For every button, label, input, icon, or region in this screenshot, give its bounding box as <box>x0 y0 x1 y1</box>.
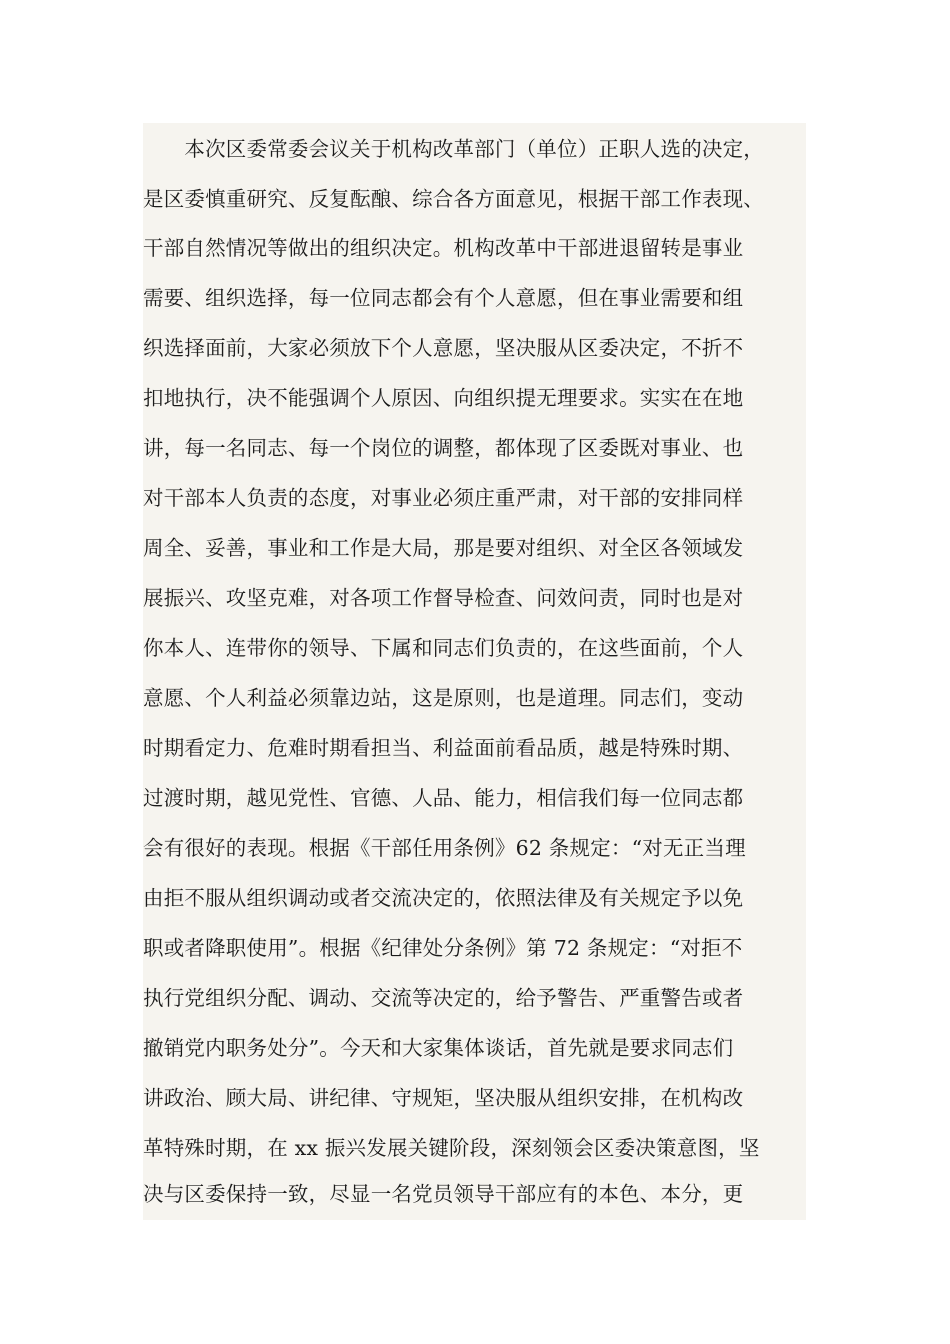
text-line: 是区委慎重研究、反复酝酿、综合各方面意见，根据干部工作表现、 <box>143 187 764 211</box>
text-line: 时期看定力、危难时期看担当、利益面前看品质，越是特殊时期、 <box>143 736 744 760</box>
text-line: 干部自然情况等做出的组织决定。机构改革中干部进退留转是事业 <box>143 236 744 260</box>
text-line: 扣地执行，决不能强调个人原因、向组织提无理要求。实实在在地 <box>143 386 744 410</box>
text-line: 撤销党内职务处分”。今天和大家集体谈话，首先就是要求同志们 <box>143 1036 734 1060</box>
text-line: 本次区委常委会议关于机构改革部门（单位）正职人选的决定， <box>143 137 764 161</box>
text-line: 革特殊时期，在 xx 振兴发展关键阶段，深刻领会区委决策意图，坚 <box>143 1136 760 1160</box>
text-block <box>143 123 806 1220</box>
text-line: 执行党组织分配、调动、交流等决定的，给予警告、严重警告或者 <box>143 986 744 1010</box>
text-line: 讲政治、顾大局、讲纪律、守规矩，坚决服从组织安排，在机构改 <box>143 1086 744 1110</box>
text-line: 对干部本人负责的态度，对事业必须庄重严肃，对干部的安排同样 <box>143 486 744 510</box>
text-line: 决与区委保持一致，尽显一名党员领导干部应有的本色、本分，更 <box>143 1182 744 1206</box>
text-line: 会有很好的表现。根据《干部任用条例》62 条规定：“对无正当理 <box>143 836 746 860</box>
text-line: 展振兴、攻坚克难，对各项工作督导检查、问效问责，同时也是对 <box>143 586 744 610</box>
text-line: 由拒不服从组织调动或者交流决定的，依照法律及有关规定予以免 <box>143 886 744 910</box>
text-line: 周全、妥善，事业和工作是大局，那是要对组织、对全区各领域发 <box>143 536 744 560</box>
text-line: 需要、组织选择，每一位同志都会有个人意愿，但在事业需要和组 <box>143 286 744 310</box>
text-line: 职或者降职使用”。根据《纪律处分条例》第 72 条规定：“对拒不 <box>143 936 743 960</box>
text-line: 讲，每一名同志、每一个岗位的调整，都体现了区委既对事业、也 <box>143 436 744 460</box>
text-line: 你本人、连带你的领导、下属和同志们负责的，在这些面前，个人 <box>143 636 744 660</box>
text-line: 织选择面前，大家必须放下个人意愿，坚决服从区委决定，不折不 <box>143 336 744 360</box>
text-line: 过渡时期，越见党性、官德、人品、能力，相信我们每一位同志都 <box>143 786 744 810</box>
text-line: 意愿、个人利益必须靠边站，这是原则，也是道理。同志们，变动 <box>143 686 744 710</box>
